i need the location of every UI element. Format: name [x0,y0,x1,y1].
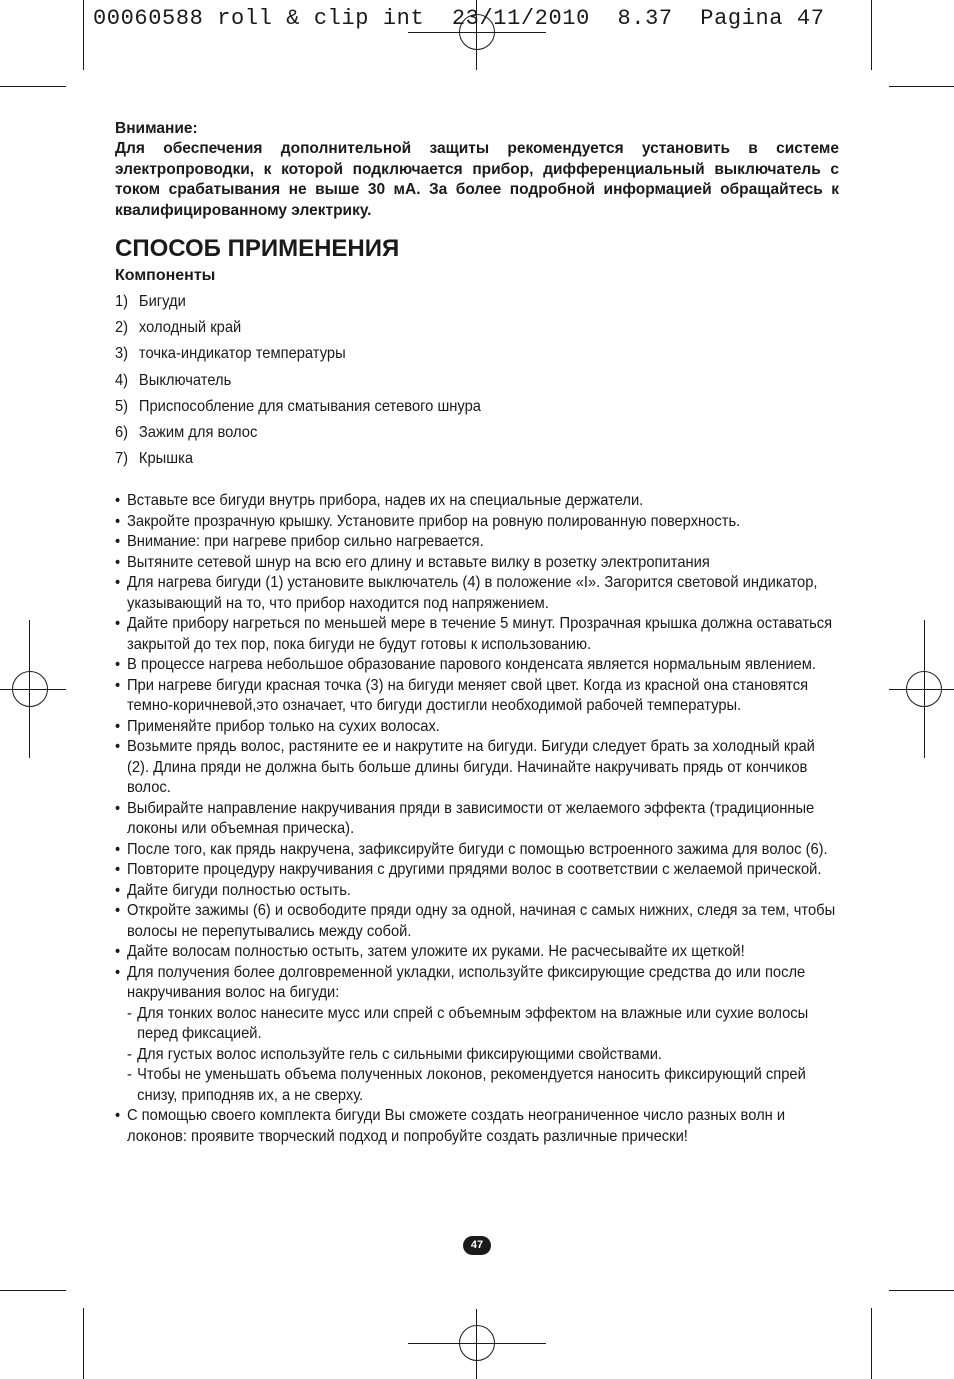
component-number: 7) [115,450,129,468]
bullet-marker: • [115,738,121,756]
component-item [115,292,781,318]
crop-mark-top-left-v [83,0,84,70]
styling-tip-item [127,1004,835,1045]
components-list [115,292,839,469]
instruction-item [115,1106,835,1147]
component-number: 5) [115,397,129,415]
component-item [115,423,781,449]
component-item [115,371,781,397]
instruction-item [115,553,835,574]
instruction-text: Дайте бигуди полностью остыть. [126,881,351,899]
styling-tips-list [127,1004,835,1107]
instruction-item [115,573,835,614]
crop-mark-bottom-right-h [889,1290,954,1291]
instruction-text: Применяйте прибор только на сухих волосах. [126,717,440,735]
component-number: 4) [115,371,129,389]
component-number: 3) [115,345,129,363]
crop-mark-top-right-v [871,0,872,70]
instruction-item [115,614,835,655]
component-number: 6) [115,423,129,441]
styling-tip-text: Для тонких волос нанесите мусс или спрей с объемным эффектом на влажные или сухие волосы перед фиксацией. [137,1004,809,1043]
instruction-text: При нагреве бигуди красная точка (3) на бигуди меняет свой цвет. Когда из красной она становятся темно-коричневой,это означает, что бигуди достигли необходимой рабочей температуры. [126,676,809,715]
styling-tip-text: Чтобы не уменьшать объема полученных локонов, рекомендуется наносить фиксирующий спрей снизу, приподняв их, а не сверху. [137,1066,806,1104]
instruction-item [115,942,835,963]
component-label: Выключатель [138,371,232,389]
instruction-item [115,860,835,881]
instruction-item [115,717,835,738]
bullet-marker: • [115,799,121,817]
instruction-text: После того, как прядь накручена, зафиксируйте бигуди с помощью встроенного зажима для волос (6). [126,840,828,858]
instruction-text: Дайте волосам полностью остыть, затем уложите их руками. Не расчесывайте их щеткой! [126,943,745,961]
component-number: 1) [115,293,129,310]
component-item [115,344,781,370]
bullet-marker: • [115,1107,121,1125]
instruction-text: Дайте прибору нагреться по меньшей мере в течение 5 минут. Прозрачная крышка должна оставаться закрытой до тех пор, пока бигуди не будут готовы к использованию. [126,615,833,653]
bullet-marker: • [115,676,121,694]
crop-mark-top-right-h [889,86,954,87]
bullet-marker: • [115,512,121,530]
instruction-text: Возьмите прядь волос, растяните ее и накрутите на бигуди. Бигуди следует брать за холодный край (2). Длина пряди не должна быть больше длины бигуди. Начинайте накручивать прядь от кончиков волос. [126,738,815,797]
instruction-item [115,676,835,717]
component-item [115,449,781,469]
crop-mark-bottom-left-h [0,1290,66,1291]
bullet-marker: • [115,902,121,920]
instruction-text: Для нагрева бигуди (1) установите выключатель (4) в положение «I». Загорится световой индикатор, указывающий на то, что прибор находится под напряжением. [126,574,818,612]
instruction-item [115,799,835,840]
instruction-item [115,881,835,902]
bullet-marker: • [115,861,121,879]
instruction-item [115,491,835,512]
component-label: Крышка [138,450,194,468]
instruction-text: Вставьте все бигуди внутрь прибора, надев их на специальные держатели. [126,492,644,510]
component-item [115,318,781,344]
bullet-marker: • [115,615,121,633]
instruction-text: Внимание: при нагреве прибор сильно нагревается. [126,533,484,551]
instructions-list [115,491,839,1147]
instruction-text: Откройте зажимы (6) и освободите пряди одну за одной, начиная с самых нижних, следя за тем, чтобы волосы не перепутывались между собой. [126,902,836,940]
warning-title: Внимание: [115,120,198,137]
bullet-marker: • [115,717,121,735]
crop-mark-bottom-right-v [871,1308,872,1379]
instruction-item [115,532,835,553]
instruction-item [115,901,835,942]
page-number-badge: 47 [463,1236,491,1255]
crop-mark-bottom-left-v [83,1308,84,1379]
bullet-marker: • [115,963,121,981]
page-content [115,118,839,1147]
components-title: Компоненты [115,267,216,284]
component-number: 2) [115,319,129,337]
component-label: Зажим для волос [138,423,258,441]
bullet-marker: • [115,881,121,899]
component-label: Бигуди [138,293,186,310]
component-label: Приспособление для сматывания сетевого шнура [138,397,481,415]
crop-mark-top-left-h [0,86,66,87]
section-title: СПОСОБ ПРИМЕНЕНИЯ [115,235,400,262]
warning-text: Для обеспечения дополнительной защиты рекомендуется установить в системе электропроводки, к которой подключается прибор, дифференциальный выключатель с током срабатывания не выше 30 мА. За более подробной информацией обращайтесь к квалифицированному электрику. [115,140,839,219]
bullet-marker: • [115,533,121,551]
instruction-item [115,963,835,1107]
instruction-item [115,840,835,861]
instruction-text: В процессе нагрева небольшое образование парового конденсата является нормальным явлением. [126,656,816,674]
component-label: точка-индикатор температуры [138,345,346,363]
instruction-text: Повторите процедуру накручивания с другими прядями волос в соответствии с желаемой прической. [126,861,822,879]
instruction-text: С помощью своего комплекта бигуди Вы сможете создать неограниченное число разных волн и локонов: проявите творческий подход и попробуйте создать различные прически! [126,1107,786,1145]
dash-marker: - [126,1004,132,1022]
instruction-text: Закройте прозрачную крышку. Установите прибор на ровную полированную поверхность. [126,512,741,530]
bullet-marker: • [115,553,121,571]
instruction-text: Вытяните сетевой шнур на всю его длину и вставьте вилку в розетку электропитания [126,553,710,571]
bullet-marker: • [115,492,121,510]
print-slug: 00060588 roll & clip int 23/11/2010 8.37 Pagina 47 [93,6,825,31]
instruction-item [115,655,835,676]
dash-marker: - [126,1066,132,1084]
styling-tip-item [127,1065,835,1106]
instruction-text: Выбирайте направление накручивания пряди в зависимости от желаемого эффекта (традиционные локоны или объемная прическа). [126,799,815,838]
instruction-item [115,737,835,799]
styling-tip-text: Для густых волос используйте гель с сильными фиксирующими свойствами. [137,1045,663,1063]
styling-tip-item [127,1045,835,1066]
bullet-marker: • [115,840,121,858]
component-label: холодный край [138,319,242,337]
component-item [115,397,781,423]
bullet-marker: • [115,943,121,961]
instruction-text: Для получения более долговременной укладки, используйте фиксирующие средства до или после накручивания волос на бигуди: [126,963,806,1002]
instruction-item [115,512,835,533]
bullet-marker: • [115,574,121,592]
dash-marker: - [126,1045,132,1063]
bullet-marker: • [115,656,121,674]
